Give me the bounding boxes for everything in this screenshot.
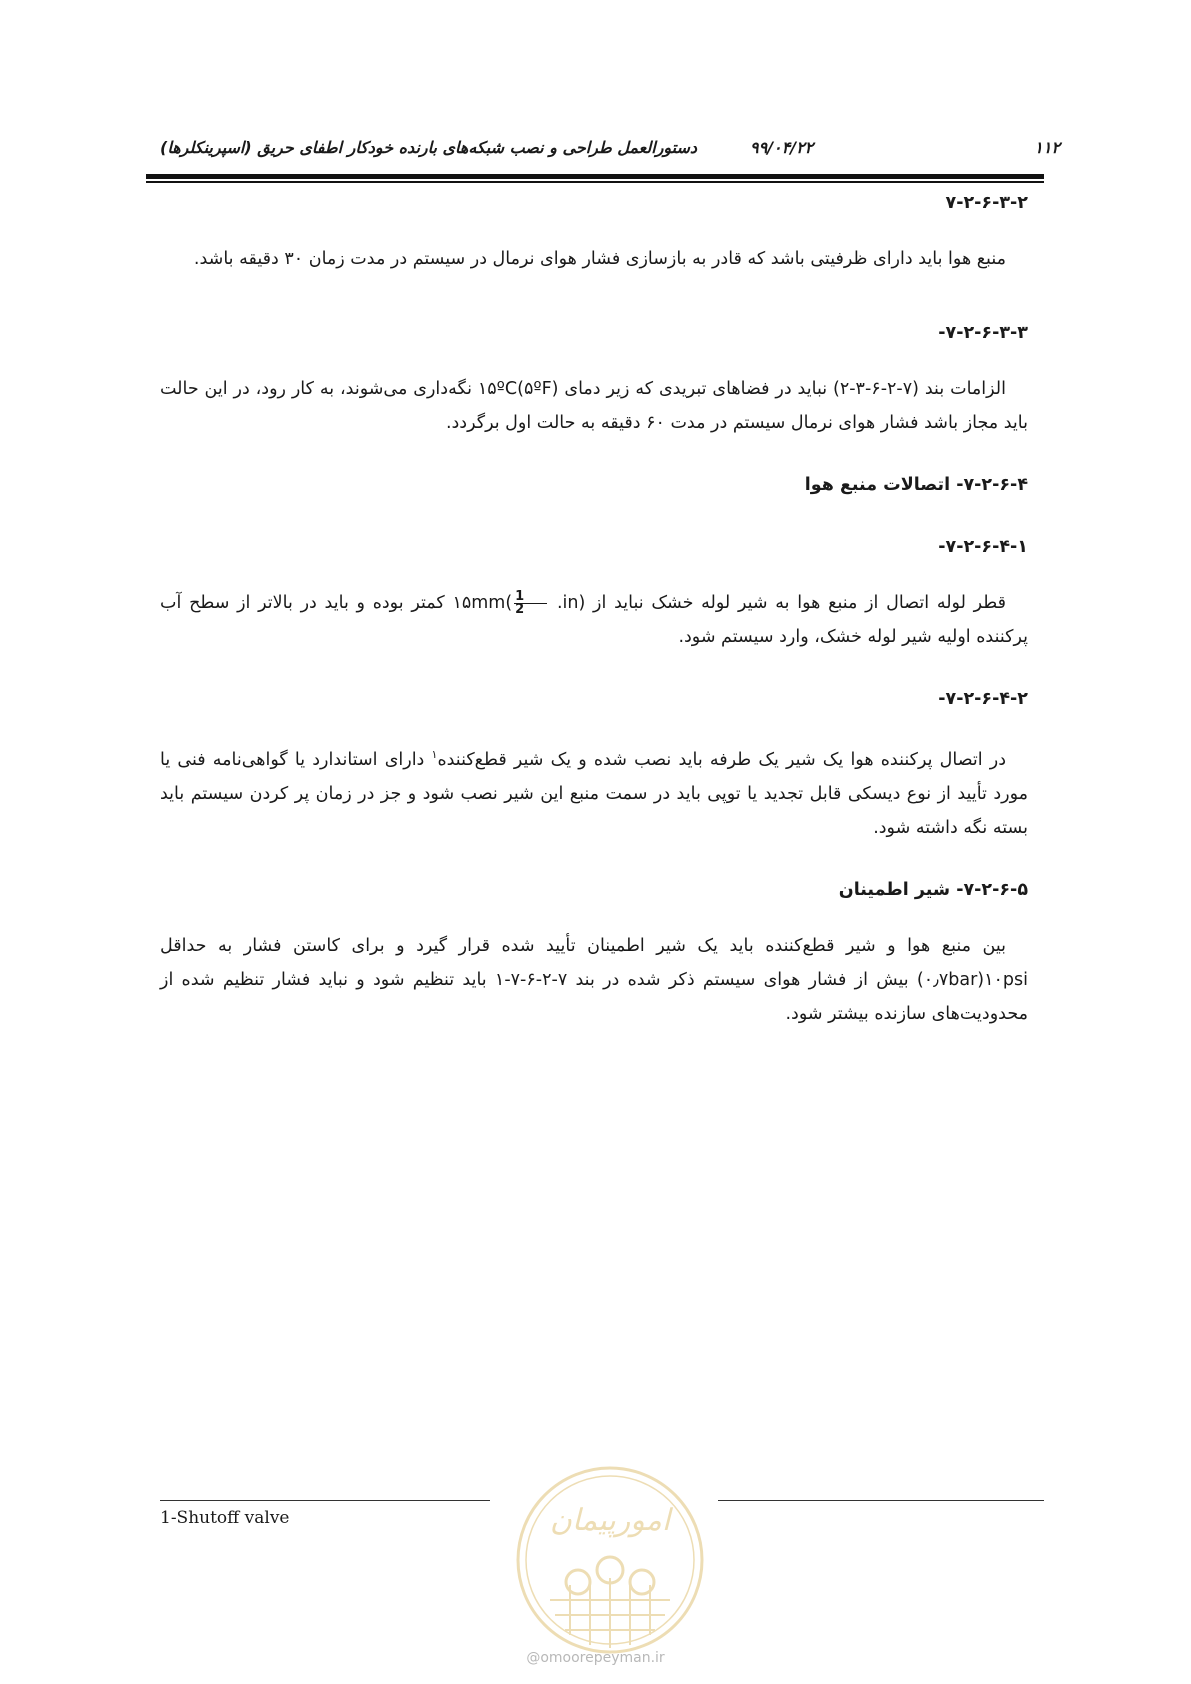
section-number-5: ۷-۲-۶-۴-۲- bbox=[938, 689, 1028, 709]
fraction-denominator: 2 bbox=[515, 601, 525, 617]
section-heading-air-connections: ۷-۲-۶-۴- اتصالات منبع هوا bbox=[804, 475, 1028, 495]
section-heading-safety-valve: ۷-۲-۶-۵- شیر اطمینان bbox=[838, 879, 1028, 900]
footnote-ref: ۱ bbox=[431, 748, 438, 761]
watermark: @omoorepeyman.ir bbox=[526, 1650, 665, 1666]
header-title: دستورالعمل طراحی و نصب شبکه‌های بارنده خودکار اطفای حریق (اسپرینکلرها) bbox=[160, 138, 698, 157]
paragraph-5 bbox=[160, 738, 1028, 845]
footnote-rule-left bbox=[160, 1500, 490, 1501]
paragraph-2: الزامات بند (۷-۲-۶-۳-۲) نباید در فضاهای تبریدی که زیر دمای ۱۵ºC(۵ºF) نگه‌داری می‌شوند، به کار رود، در این حالت باید مجاز باشد فشار هوای نرمال سیستم در مدت ۶۰ دقیقه به حالت اول برگردد. bbox=[160, 379, 1028, 433]
paragraph-6: بین منبع هوا و شیر قطع‌کننده باید یک شیر اطمینان تأیید شده قرار گیرد و برای کاستن فشار به حداقل ۱۰psi(۰٫۷bar) بیش از فشار هوای سیستم ذکر شده در بند ۷-۲-۶-۷-۱ باید تنظیم شود و نباید فشار تنظیم شده از محدودیت‌های سازنده بیشتر شود. bbox=[160, 935, 1028, 1024]
seal-logo bbox=[510, 1460, 710, 1660]
header-rule-thin bbox=[146, 181, 1044, 183]
paragraph-5-part-a: در اتصال پرکننده هوا یک شیر یک طرفه باید نصب شده و یک شیر قطع‌کننده bbox=[437, 749, 1006, 770]
footnote-rule-right bbox=[718, 1500, 1044, 1501]
section-number-1: ۷-۲-۶-۳-۲ bbox=[945, 193, 1028, 213]
fraction-numerator: 1 bbox=[514, 591, 547, 604]
page-content bbox=[160, 186, 1028, 1031]
paragraph-4-part-b: .in) کمتر بوده و باید در بالاتر از سطح آب پرکننده اولیه شیر لوله خشک، وارد سیستم شود. bbox=[160, 593, 1028, 647]
fraction-half bbox=[514, 588, 547, 617]
page-number: ۱۱۲ bbox=[1034, 138, 1060, 157]
paragraph-4-part-a: قطر لوله اتصال از منبع هوا به شیر لوله خشک نباید از ۱۵mm( bbox=[452, 593, 1007, 613]
footnote: 1-Shutoff valve bbox=[160, 1508, 290, 1528]
section-number-2: ۷-۲-۶-۳-۳- bbox=[938, 323, 1028, 343]
page-header bbox=[160, 128, 1060, 168]
paragraph-1: منبع هوا باید دارای ظرفیتی باشد که قادر به بازسازی فشار هوای نرمال در سیستم در مدت زمان ۳۰ دقیقه باشد. bbox=[193, 249, 1006, 269]
section-number-4: ۷-۲-۶-۴-۱- bbox=[938, 537, 1028, 557]
paragraph-4 bbox=[160, 586, 1028, 654]
paragraph-5-part-b: دارای استاندارد یا گواهی‌نامه فنی یا مورد تأیید از نوع دیسکی قابل تجدید یا توپی باید در سمت منبع این شیر نصب شود و جز در زمان پر کردن سیستم باید بسته نگه داشته شود. bbox=[160, 749, 1028, 838]
header-rule-thick bbox=[146, 174, 1044, 179]
header-date: ۹۹/۰۴/۲۲ bbox=[750, 138, 814, 157]
seal-text: امورپیمان bbox=[549, 1503, 671, 1538]
